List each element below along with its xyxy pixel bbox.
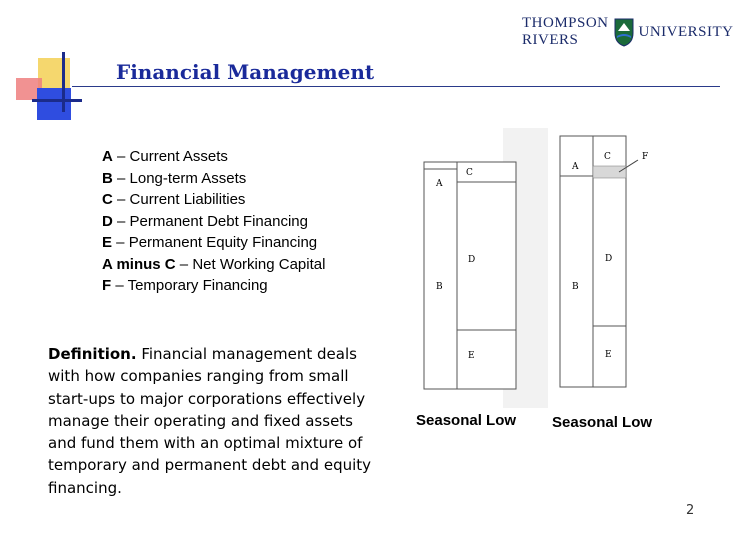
left-label-d: D [468, 255, 476, 265]
decor-vertical-line [62, 52, 65, 112]
right-label-f: F [642, 152, 649, 162]
right-caption: Seasonal Low [552, 414, 653, 431]
legend-item: B – Long-term Assets [102, 169, 247, 187]
legend-item: D – Permanent Debt Financing [102, 212, 308, 230]
title-rule [72, 86, 720, 87]
decor-horizontal-line [32, 99, 82, 102]
right-label-e: E [605, 350, 612, 360]
left-label-a: A [436, 179, 443, 189]
left-label-b: B [436, 282, 443, 292]
right-label-c: C [604, 152, 611, 162]
legend-item: A – Current Assets [102, 148, 228, 165]
slide-title: Financial Management [116, 60, 375, 84]
legend-item: E – Permanent Equity Financing [102, 234, 318, 251]
decor-yellow-square [38, 58, 70, 90]
legend-list [102, 146, 325, 297]
balance-sheet-diagram [400, 128, 670, 438]
crest-icon [613, 17, 635, 47]
university-logo [522, 14, 734, 50]
decor-blue-square [37, 88, 71, 120]
right-label-d: D [605, 254, 613, 264]
legend-item: A minus C – Net Working Capital [102, 255, 326, 273]
logo-text-right: UNIVERSITY [638, 23, 734, 40]
left-caption: Seasonal Low [416, 412, 517, 429]
page-number: 2 [686, 503, 695, 518]
left-label-c: C [466, 168, 473, 178]
logo-text-left: THOMPSON RIVERS [522, 15, 609, 48]
right-label-a: A [572, 162, 579, 172]
definition-paragraph [48, 343, 378, 499]
right-balance-box [560, 136, 648, 387]
left-balance-box [424, 162, 516, 389]
left-label-e: E [468, 351, 475, 361]
right-label-b: B [572, 282, 579, 292]
legend-item: F – Temporary Financing [102, 277, 268, 294]
legend-item: C – Current Liabilities [102, 191, 246, 208]
definition-lead: Definition. [48, 345, 137, 363]
temporary-financing-band [593, 166, 626, 178]
definition-body: Financial management deals with how companies ranging from small start-ups to major corporations effectively manage their operating and fixed assets and fund them with an optimal mixture of temporary and permanent debt and equity financing. [48, 345, 372, 497]
